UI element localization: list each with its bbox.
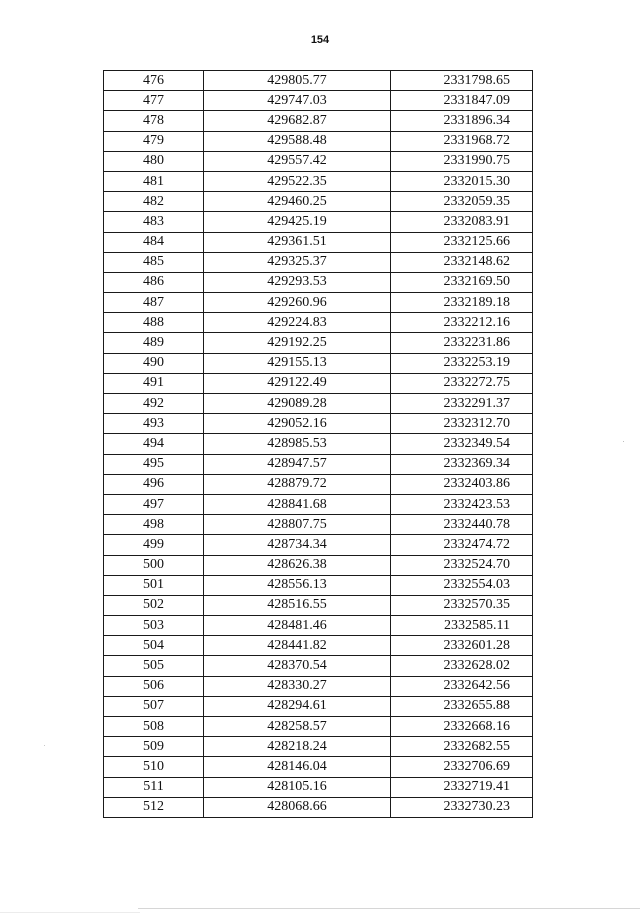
x-coordinate-cell: 428516.55 xyxy=(204,595,391,615)
y-coordinate-cell: 2332312.70 xyxy=(391,414,533,434)
table-row xyxy=(104,171,533,191)
point-number-cell: 504 xyxy=(104,636,204,656)
y-coordinate-cell: 2331847.09 xyxy=(391,91,533,111)
x-coordinate-cell: 429122.49 xyxy=(204,373,391,393)
x-coordinate-cell: 428218.24 xyxy=(204,737,391,757)
y-coordinate-cell: 2332730.23 xyxy=(391,797,533,817)
point-number-cell: 508 xyxy=(104,717,204,737)
point-number-cell: 501 xyxy=(104,575,204,595)
y-coordinate-cell: 2332585.11 xyxy=(391,616,533,636)
y-coordinate-cell: 2332083.91 xyxy=(391,212,533,232)
table-row xyxy=(104,777,533,797)
point-number-cell: 512 xyxy=(104,797,204,817)
coordinates-table xyxy=(103,70,533,818)
y-coordinate-cell: 2332253.19 xyxy=(391,353,533,373)
x-coordinate-cell: 429682.87 xyxy=(204,111,391,131)
point-number-cell: 492 xyxy=(104,394,204,414)
point-number-cell: 495 xyxy=(104,454,204,474)
scan-speck xyxy=(623,441,624,442)
point-number-cell: 480 xyxy=(104,151,204,171)
point-number-cell: 511 xyxy=(104,777,204,797)
y-coordinate-cell: 2332369.34 xyxy=(391,454,533,474)
table-row xyxy=(104,636,533,656)
point-number-cell: 478 xyxy=(104,111,204,131)
table-row xyxy=(104,737,533,757)
point-number-cell: 482 xyxy=(104,192,204,212)
table-row xyxy=(104,91,533,111)
x-coordinate-cell: 429052.16 xyxy=(204,414,391,434)
table-row xyxy=(104,313,533,333)
table-row xyxy=(104,535,533,555)
table-row xyxy=(104,616,533,636)
y-coordinate-cell: 2332272.75 xyxy=(391,373,533,393)
point-number-cell: 500 xyxy=(104,555,204,575)
y-coordinate-cell: 2332423.53 xyxy=(391,494,533,514)
coordinates-table-body xyxy=(104,71,533,818)
x-coordinate-cell: 429192.25 xyxy=(204,333,391,353)
y-coordinate-cell: 2332015.30 xyxy=(391,171,533,191)
y-coordinate-cell: 2332642.56 xyxy=(391,676,533,696)
y-coordinate-cell: 2332628.02 xyxy=(391,656,533,676)
x-coordinate-cell: 429522.35 xyxy=(204,171,391,191)
point-number-cell: 476 xyxy=(104,71,204,91)
point-number-cell: 510 xyxy=(104,757,204,777)
x-coordinate-cell: 429460.25 xyxy=(204,192,391,212)
x-coordinate-cell: 428294.61 xyxy=(204,696,391,716)
y-coordinate-cell: 2331968.72 xyxy=(391,131,533,151)
y-coordinate-cell: 2332719.41 xyxy=(391,777,533,797)
table-row xyxy=(104,192,533,212)
table-row xyxy=(104,555,533,575)
x-coordinate-cell: 428556.13 xyxy=(204,575,391,595)
table-row xyxy=(104,797,533,817)
point-number-cell: 497 xyxy=(104,494,204,514)
table-row xyxy=(104,212,533,232)
table-row xyxy=(104,293,533,313)
x-coordinate-cell: 429588.48 xyxy=(204,131,391,151)
table-row xyxy=(104,595,533,615)
y-coordinate-cell: 2332570.35 xyxy=(391,595,533,615)
coordinates-table-container xyxy=(103,70,532,818)
y-coordinate-cell: 2332125.66 xyxy=(391,232,533,252)
table-row xyxy=(104,474,533,494)
x-coordinate-cell: 429557.42 xyxy=(204,151,391,171)
x-coordinate-cell: 428068.66 xyxy=(204,797,391,817)
scan-edge-line-left xyxy=(0,912,140,913)
table-row xyxy=(104,151,533,171)
x-coordinate-cell: 428807.75 xyxy=(204,515,391,535)
y-coordinate-cell: 2332668.16 xyxy=(391,717,533,737)
point-number-cell: 505 xyxy=(104,656,204,676)
x-coordinate-cell: 428841.68 xyxy=(204,494,391,514)
point-number-cell: 503 xyxy=(104,616,204,636)
x-coordinate-cell: 429325.37 xyxy=(204,252,391,272)
x-coordinate-cell: 429089.28 xyxy=(204,394,391,414)
y-coordinate-cell: 2332169.50 xyxy=(391,272,533,292)
table-row xyxy=(104,333,533,353)
y-coordinate-cell: 2332403.86 xyxy=(391,474,533,494)
y-coordinate-cell: 2332349.54 xyxy=(391,434,533,454)
y-coordinate-cell: 2332231.86 xyxy=(391,333,533,353)
point-number-cell: 491 xyxy=(104,373,204,393)
y-coordinate-cell: 2332655.88 xyxy=(391,696,533,716)
y-coordinate-cell: 2332706.69 xyxy=(391,757,533,777)
y-coordinate-cell: 2332059.35 xyxy=(391,192,533,212)
y-coordinate-cell: 2332291.37 xyxy=(391,394,533,414)
y-coordinate-cell: 2332148.62 xyxy=(391,252,533,272)
scan-speck-left xyxy=(44,745,45,746)
table-row xyxy=(104,656,533,676)
point-number-cell: 498 xyxy=(104,515,204,535)
x-coordinate-cell: 429260.96 xyxy=(204,293,391,313)
point-number-cell: 481 xyxy=(104,171,204,191)
table-row xyxy=(104,494,533,514)
x-coordinate-cell: 428105.16 xyxy=(204,777,391,797)
table-row xyxy=(104,515,533,535)
x-coordinate-cell: 428985.53 xyxy=(204,434,391,454)
page-number: 154 xyxy=(310,34,330,46)
table-row xyxy=(104,394,533,414)
x-coordinate-cell: 429361.51 xyxy=(204,232,391,252)
point-number-cell: 477 xyxy=(104,91,204,111)
table-row xyxy=(104,373,533,393)
x-coordinate-cell: 429155.13 xyxy=(204,353,391,373)
point-number-cell: 509 xyxy=(104,737,204,757)
scan-edge-line xyxy=(138,908,640,909)
x-coordinate-cell: 429293.53 xyxy=(204,272,391,292)
point-number-cell: 493 xyxy=(104,414,204,434)
y-coordinate-cell: 2332554.03 xyxy=(391,575,533,595)
table-row xyxy=(104,272,533,292)
x-coordinate-cell: 428879.72 xyxy=(204,474,391,494)
y-coordinate-cell: 2332601.28 xyxy=(391,636,533,656)
table-row xyxy=(104,434,533,454)
y-coordinate-cell: 2331896.34 xyxy=(391,111,533,131)
x-coordinate-cell: 429224.83 xyxy=(204,313,391,333)
y-coordinate-cell: 2331990.75 xyxy=(391,151,533,171)
table-row xyxy=(104,71,533,91)
x-coordinate-cell: 429425.19 xyxy=(204,212,391,232)
y-coordinate-cell: 2332474.72 xyxy=(391,535,533,555)
y-coordinate-cell: 2331798.65 xyxy=(391,71,533,91)
table-row xyxy=(104,353,533,373)
table-row xyxy=(104,232,533,252)
point-number-cell: 485 xyxy=(104,252,204,272)
point-number-cell: 488 xyxy=(104,313,204,333)
point-number-cell: 499 xyxy=(104,535,204,555)
y-coordinate-cell: 2332682.55 xyxy=(391,737,533,757)
table-row xyxy=(104,454,533,474)
y-coordinate-cell: 2332189.18 xyxy=(391,293,533,313)
table-row xyxy=(104,111,533,131)
x-coordinate-cell: 428441.82 xyxy=(204,636,391,656)
x-coordinate-cell: 429747.03 xyxy=(204,91,391,111)
table-row xyxy=(104,676,533,696)
point-number-cell: 496 xyxy=(104,474,204,494)
table-row xyxy=(104,131,533,151)
point-number-cell: 502 xyxy=(104,595,204,615)
point-number-cell: 507 xyxy=(104,696,204,716)
x-coordinate-cell: 428146.04 xyxy=(204,757,391,777)
point-number-cell: 506 xyxy=(104,676,204,696)
x-coordinate-cell: 428626.38 xyxy=(204,555,391,575)
point-number-cell: 483 xyxy=(104,212,204,232)
table-row xyxy=(104,717,533,737)
table-row xyxy=(104,414,533,434)
point-number-cell: 487 xyxy=(104,293,204,313)
table-row xyxy=(104,575,533,595)
x-coordinate-cell: 428258.57 xyxy=(204,717,391,737)
x-coordinate-cell: 429805.77 xyxy=(204,71,391,91)
y-coordinate-cell: 2332524.70 xyxy=(391,555,533,575)
x-coordinate-cell: 428734.34 xyxy=(204,535,391,555)
point-number-cell: 484 xyxy=(104,232,204,252)
point-number-cell: 479 xyxy=(104,131,204,151)
x-coordinate-cell: 428330.27 xyxy=(204,676,391,696)
table-row xyxy=(104,252,533,272)
x-coordinate-cell: 428947.57 xyxy=(204,454,391,474)
x-coordinate-cell: 428481.46 xyxy=(204,616,391,636)
point-number-cell: 486 xyxy=(104,272,204,292)
table-row xyxy=(104,696,533,716)
x-coordinate-cell: 428370.54 xyxy=(204,656,391,676)
y-coordinate-cell: 2332212.16 xyxy=(391,313,533,333)
point-number-cell: 489 xyxy=(104,333,204,353)
point-number-cell: 490 xyxy=(104,353,204,373)
y-coordinate-cell: 2332440.78 xyxy=(391,515,533,535)
point-number-cell: 494 xyxy=(104,434,204,454)
table-row xyxy=(104,757,533,777)
